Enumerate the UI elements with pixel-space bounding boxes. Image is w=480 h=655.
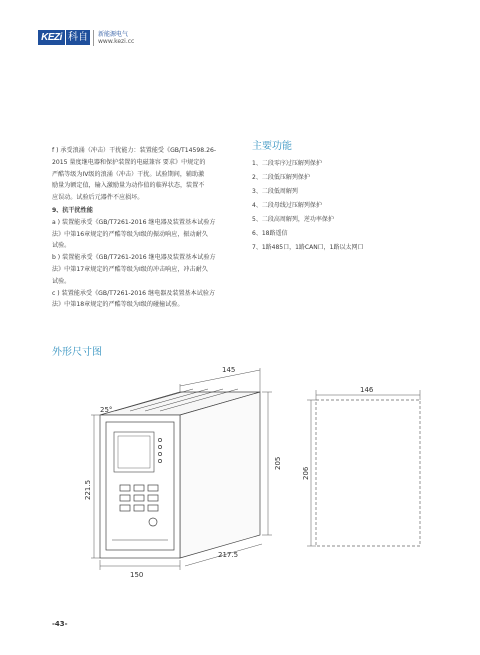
dim-label-top-width: 145 (222, 366, 236, 374)
company-logo-cn: 科自 (68, 32, 88, 43)
feature-item: 3、二段低周解列 (252, 188, 298, 195)
dimensions-title: 外形尺寸图 (52, 347, 102, 358)
dim-label-depth-height: 205 (274, 456, 282, 470)
dim-label-front-height: 221.5 (84, 479, 92, 500)
paragraph-vibration: a ) 装置能承受《GB/T7261-2016 继电器及装置基本试验方 法》中第16章规定的严酷等级为Ⅰ级的振动响应，振动耐久 试验。 (52, 218, 216, 250)
device-isometric-drawing (100, 389, 260, 558)
panel-cutout-drawing (307, 390, 420, 546)
company-website: www.kezi.cc (98, 38, 135, 45)
company-tagline: 新能源电气 (98, 31, 129, 38)
paragraph-surge: f ) 承受浪涌（冲击）干扰能力：装置能受《GB/T14598.26- 2015 量度继电器和保护装置的电磁兼容 要求》中规定的 严酷等级为IV级的浪涌（冲击）干扰。试验期间，辅助激 励量为额定值，输入激励量为动作值的临界状态，装置不 应误动。试验后元器件不应损坏。 (52, 147, 217, 202)
dim-label-bottom-width: 150 (130, 571, 144, 579)
dim-label-bottom-depth: 217.5 (218, 551, 239, 559)
paragraph-bump: c ) 装置能承受《GB/T7261-2016 继电器及装置基本试验方 法》中第18章规定的严酷等级为Ⅰ级的碰撞试验。 (52, 289, 216, 309)
feature-item: 7、1路485口，1路CAN口，1路以太网口 (252, 244, 364, 251)
company-logo: KEZi (38, 30, 65, 45)
dim-label-cutout-width: 146 (360, 386, 374, 394)
feature-item: 5、二段高周解列，逆功率保护 (252, 216, 334, 223)
feature-item: 2、二段低压解列保护 (252, 174, 310, 181)
page-number: -43- (52, 620, 68, 628)
feature-item: 4、二段母线过压解列保护 (252, 202, 322, 209)
dim-label-angle: 25° (100, 406, 113, 414)
dim-label-cutout-height: 206 (302, 466, 310, 480)
feature-item: 6、18路遥信 (252, 230, 288, 237)
paragraph-shock: b ) 装置能承受《GB/T7261-2016 继电器及装置基本试验方 法》中第17章规定的严酷等级为Ⅰ级的冲击响应，冲击耐久 试验。 (52, 254, 216, 285)
features-title: 主要功能 (252, 141, 292, 152)
section-heading-interference: 9、抗干扰性能 (52, 206, 93, 214)
feature-item: 1、二段零序过压解列保护 (252, 160, 322, 167)
